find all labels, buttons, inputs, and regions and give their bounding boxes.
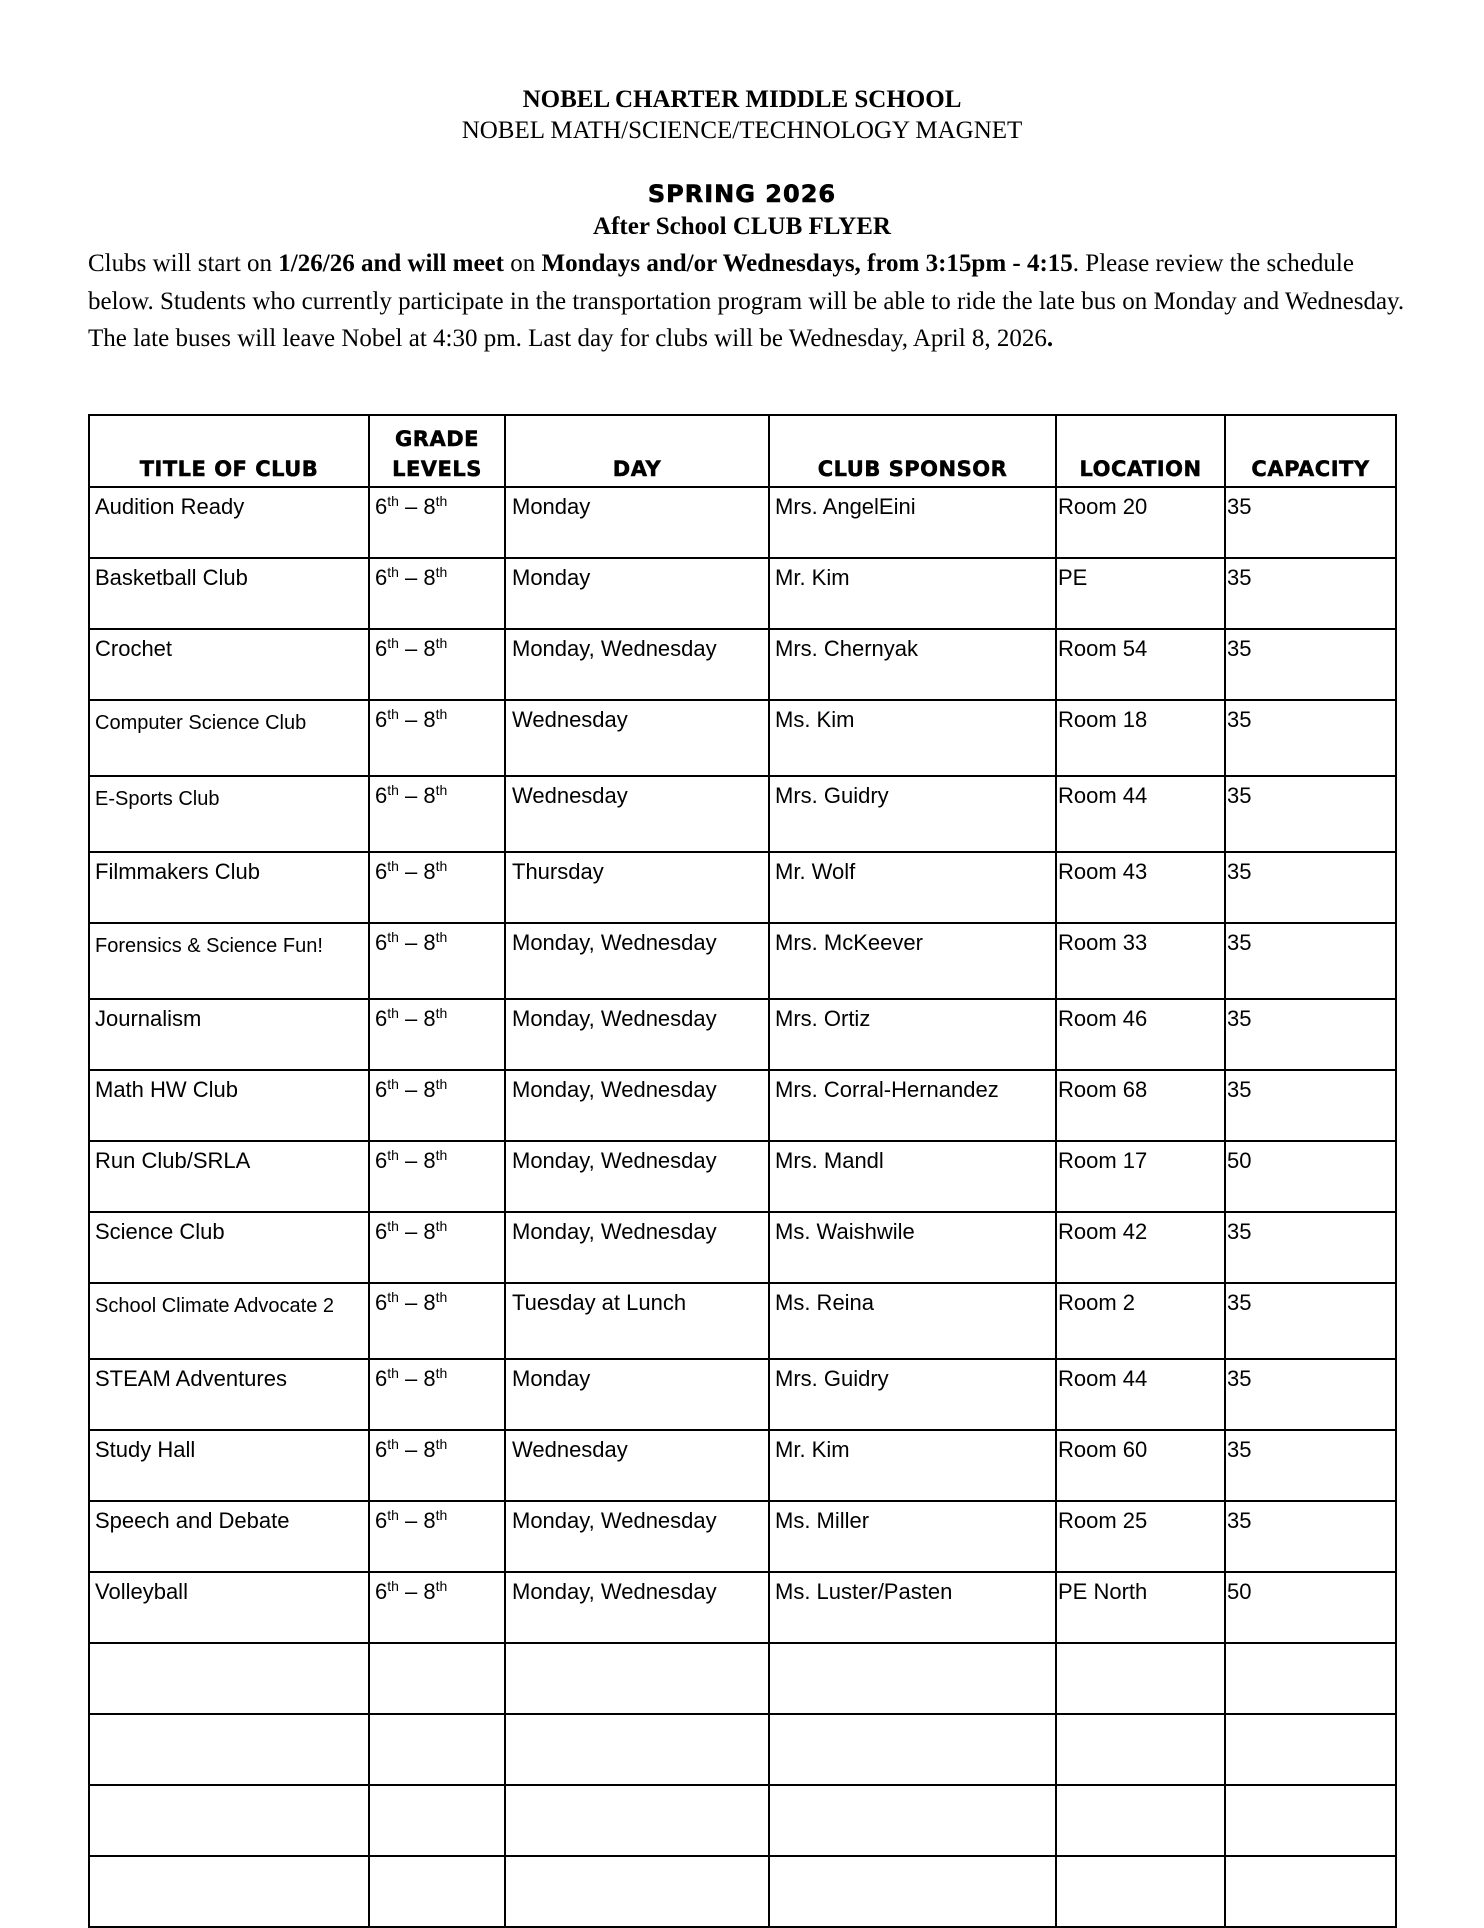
grade-levels (369, 1283, 505, 1359)
grade-levels (369, 1141, 505, 1212)
club-day: Monday (505, 558, 769, 629)
grade-suffix: th (435, 635, 448, 651)
grade-low: 6 (375, 636, 388, 661)
club-title: Forensics & Science Fun! (89, 923, 369, 999)
grade-suffix: th (387, 1578, 399, 1594)
grade-low: 6 (375, 859, 388, 884)
grade-levels (369, 852, 505, 923)
grade-high: 8 (423, 707, 436, 732)
club-location: Room 68 (1056, 1070, 1225, 1141)
empty-cell (369, 1714, 505, 1785)
grade-levels (369, 700, 505, 776)
grade-suffix: th (387, 635, 399, 651)
table-row (89, 1430, 1396, 1501)
empty-cell (769, 1785, 1056, 1856)
club-sponsor: Ms. Kim (769, 700, 1056, 776)
empty-cell (1056, 1714, 1225, 1785)
empty-cell (89, 1785, 369, 1856)
grade-high: 8 (423, 1290, 436, 1315)
club-location: Room 2 (1056, 1283, 1225, 1359)
club-capacity: 35 (1225, 776, 1396, 852)
grade-suffix: th (435, 1076, 448, 1092)
grade-suffix: th (435, 1218, 448, 1234)
club-sponsor: Ms. Miller (769, 1501, 1056, 1572)
grade-high: 8 (423, 1077, 436, 1102)
grade-sep: – (398, 1006, 424, 1031)
grade-suffix: th (435, 493, 448, 509)
grade-levels (369, 558, 505, 629)
grade-suffix: th (435, 1578, 448, 1594)
club-location: Room 44 (1056, 776, 1225, 852)
grade-suffix: th (387, 929, 399, 945)
grade-low: 6 (375, 494, 388, 519)
table-header-row (89, 415, 1396, 487)
grade-sep: – (398, 494, 424, 519)
grade-suffix: th (435, 1147, 448, 1163)
magnet-name: NOBEL MATH/SCIENCE/TECHNOLOGY MAGNET (461, 117, 1023, 144)
club-sponsor: Mrs. Chernyak (769, 629, 1056, 700)
club-sponsor: Ms. Luster/Pasten (769, 1572, 1056, 1643)
empty-cell (89, 1643, 369, 1714)
grade-sep: – (398, 930, 424, 955)
grade-high: 8 (423, 565, 436, 590)
intro-text: on (503, 250, 542, 277)
grade-suffix: th (387, 858, 399, 874)
grade-levels (369, 1359, 505, 1430)
header-grade-line1: GRADE (395, 427, 479, 451)
empty-table-row (89, 1643, 1396, 1714)
club-sponsor: Mrs. Guidry (769, 776, 1056, 852)
club-capacity: 35 (1225, 923, 1396, 999)
club-title: Journalism (89, 999, 369, 1070)
club-capacity: 35 (1225, 487, 1396, 558)
grade-levels (369, 1212, 505, 1283)
club-capacity: 35 (1225, 558, 1396, 629)
empty-cell (1225, 1785, 1396, 1856)
header-sponsor: CLUB SPONSOR (769, 415, 1056, 487)
table-row (89, 487, 1396, 558)
empty-cell (505, 1785, 769, 1856)
club-capacity: 35 (1225, 700, 1396, 776)
club-title: Filmmakers Club (89, 852, 369, 923)
club-title: STEAM Adventures (89, 1359, 369, 1430)
header-capacity: CAPACITY (1225, 415, 1396, 487)
club-location: Room 60 (1056, 1430, 1225, 1501)
empty-cell (369, 1785, 505, 1856)
header-grade-levels (369, 415, 505, 487)
table-row (89, 999, 1396, 1070)
table-row (89, 558, 1396, 629)
club-day: Wednesday (505, 1430, 769, 1501)
club-location: Room 54 (1056, 629, 1225, 700)
grade-suffix: th (387, 706, 399, 722)
club-location: Room 33 (1056, 923, 1225, 999)
table-row (89, 1070, 1396, 1141)
grade-sep: – (398, 783, 424, 808)
grade-suffix: th (387, 1507, 399, 1523)
intro-text: . Please review the schedule below. Students who currently participate in the transportation program will be able to ride the late bus on Monday and Wednesday. The late buses will leave Nobel at 4:30 pm. Last day for clubs will be Wednesday, April 8, 2026 (88, 250, 1405, 352)
intro-bold-start-date: 1/26/26 and will meet (278, 250, 504, 277)
club-location: Room 25 (1056, 1501, 1225, 1572)
empty-table-row (89, 1856, 1396, 1927)
club-title: Speech and Debate (89, 1501, 369, 1572)
club-location: Room 44 (1056, 1359, 1225, 1430)
grade-low: 6 (375, 1290, 388, 1315)
grade-sep: – (398, 1077, 424, 1102)
club-title: Study Hall (89, 1430, 369, 1501)
school-name: NOBEL CHARTER MIDDLE SCHOOL (522, 86, 962, 113)
grade-high: 8 (423, 1579, 436, 1604)
club-title: School Climate Advocate 2 (89, 1283, 369, 1359)
intro-text: Clubs will start on (88, 250, 279, 277)
grade-high: 8 (423, 1437, 436, 1462)
grade-low: 6 (375, 1219, 388, 1244)
table-row (89, 1501, 1396, 1572)
club-location: Room 20 (1056, 487, 1225, 558)
club-day: Monday (505, 1359, 769, 1430)
club-day: Wednesday (505, 776, 769, 852)
empty-cell (89, 1856, 369, 1927)
grade-low: 6 (375, 930, 388, 955)
intro-paragraph (88, 245, 1408, 358)
empty-cell (769, 1856, 1056, 1927)
club-sponsor: Mrs. McKeever (769, 923, 1056, 999)
club-capacity: 50 (1225, 1572, 1396, 1643)
club-title: Crochet (89, 629, 369, 700)
table-row (89, 1283, 1396, 1359)
club-capacity: 35 (1225, 852, 1396, 923)
grade-low: 6 (375, 1148, 388, 1173)
empty-cell (769, 1714, 1056, 1785)
grade-suffix: th (435, 929, 448, 945)
table-row (89, 1572, 1396, 1643)
season-title: SPRING 2026 (647, 180, 837, 208)
table-row (89, 923, 1396, 999)
intro-bold-schedule: Mondays and/or Wednesdays, from 3:15pm - 4:15 (541, 250, 1073, 277)
club-day: Monday, Wednesday (505, 629, 769, 700)
club-title: Science Club (89, 1212, 369, 1283)
header-grade-line2: LEVELS (392, 457, 482, 481)
grade-high: 8 (423, 636, 436, 661)
grade-suffix: th (387, 1436, 399, 1452)
grade-suffix: th (435, 1507, 448, 1523)
grade-suffix: th (387, 564, 399, 580)
grade-suffix: th (387, 1218, 399, 1234)
empty-cell (1056, 1643, 1225, 1714)
table-row (89, 700, 1396, 776)
grade-low: 6 (375, 565, 388, 590)
grade-high: 8 (423, 1148, 436, 1173)
grade-low: 6 (375, 1366, 388, 1391)
empty-cell (369, 1856, 505, 1927)
club-location: Room 17 (1056, 1141, 1225, 1212)
grade-sep: – (398, 1148, 424, 1173)
grade-sep: – (398, 707, 424, 732)
grade-high: 8 (423, 1219, 436, 1244)
grade-levels (369, 923, 505, 999)
club-day: Monday, Wednesday (505, 1070, 769, 1141)
club-capacity: 35 (1225, 1212, 1396, 1283)
club-day: Monday, Wednesday (505, 1572, 769, 1643)
grade-high: 8 (423, 930, 436, 955)
grade-suffix: th (435, 1365, 448, 1381)
grade-sep: – (398, 859, 424, 884)
grade-high: 8 (423, 859, 436, 884)
grade-low: 6 (375, 1077, 388, 1102)
grade-sep: – (398, 1290, 424, 1315)
empty-cell (1056, 1785, 1225, 1856)
grade-sep: – (398, 1437, 424, 1462)
grade-suffix: th (435, 1436, 448, 1452)
grade-high: 8 (423, 1508, 436, 1533)
club-capacity: 35 (1225, 1501, 1396, 1572)
grade-sep: – (398, 1579, 424, 1604)
club-title: E-Sports Club (89, 776, 369, 852)
club-sponsor: Mr. Wolf (769, 852, 1056, 923)
club-location: Room 46 (1056, 999, 1225, 1070)
club-day: Thursday (505, 852, 769, 923)
grade-levels (369, 1070, 505, 1141)
grade-low: 6 (375, 1437, 388, 1462)
grade-suffix: th (387, 1076, 399, 1092)
club-capacity: 50 (1225, 1141, 1396, 1212)
club-sponsor: Mrs. Ortiz (769, 999, 1056, 1070)
empty-cell (505, 1714, 769, 1785)
grade-suffix: th (387, 1289, 399, 1305)
club-day: Monday, Wednesday (505, 923, 769, 999)
grade-sep: – (398, 565, 424, 590)
empty-table-row (89, 1785, 1396, 1856)
club-title: Audition Ready (89, 487, 369, 558)
club-day: Wednesday (505, 700, 769, 776)
grade-suffix: th (435, 564, 448, 580)
grade-levels (369, 776, 505, 852)
club-capacity: 35 (1225, 999, 1396, 1070)
club-day: Monday, Wednesday (505, 1212, 769, 1283)
grade-levels (369, 1501, 505, 1572)
empty-table-row (89, 1714, 1396, 1785)
table-row (89, 1212, 1396, 1283)
flyer-title: After School CLUB FLYER (593, 213, 891, 240)
grade-high: 8 (423, 494, 436, 519)
grade-suffix: th (387, 782, 399, 798)
grade-suffix: th (435, 782, 448, 798)
grade-low: 6 (375, 707, 388, 732)
club-title: Math HW Club (89, 1070, 369, 1141)
club-capacity: 35 (1225, 629, 1396, 700)
club-sponsor: Mr. Kim (769, 558, 1056, 629)
club-day: Tuesday at Lunch (505, 1283, 769, 1359)
grade-high: 8 (423, 783, 436, 808)
empty-cell (505, 1856, 769, 1927)
club-title: Computer Science Club (89, 700, 369, 776)
grade-levels (369, 1572, 505, 1643)
grade-low: 6 (375, 1508, 388, 1533)
club-day: Monday, Wednesday (505, 1501, 769, 1572)
empty-cell (505, 1643, 769, 1714)
club-title: Volleyball (89, 1572, 369, 1643)
club-day: Monday, Wednesday (505, 999, 769, 1070)
table-row (89, 1141, 1396, 1212)
club-location: PE North (1056, 1572, 1225, 1643)
grade-low: 6 (375, 1006, 388, 1031)
grade-suffix: th (387, 1365, 399, 1381)
header-title: TITLE OF CLUB (89, 415, 369, 487)
club-capacity: 35 (1225, 1359, 1396, 1430)
empty-cell (1056, 1856, 1225, 1927)
clubs-table (88, 414, 1397, 1928)
grade-high: 8 (423, 1006, 436, 1031)
intro-bold-period: . (1046, 325, 1054, 352)
club-sponsor: Mrs. AngelEini (769, 487, 1056, 558)
club-sponsor: Mrs. Mandl (769, 1141, 1056, 1212)
grade-suffix: th (435, 858, 448, 874)
table-row (89, 776, 1396, 852)
grade-suffix: th (387, 1005, 399, 1021)
header-location: LOCATION (1056, 415, 1225, 487)
empty-cell (1225, 1856, 1396, 1927)
clubs-table-body (89, 487, 1396, 1927)
grade-low: 6 (375, 783, 388, 808)
grade-suffix: th (387, 493, 399, 509)
grade-levels (369, 1430, 505, 1501)
club-capacity: 35 (1225, 1283, 1396, 1359)
table-row (89, 1359, 1396, 1430)
grade-sep: – (398, 636, 424, 661)
club-sponsor: Mrs. Corral-Hernandez (769, 1070, 1056, 1141)
club-sponsor: Ms. Waishwile (769, 1212, 1056, 1283)
empty-cell (89, 1714, 369, 1785)
grade-levels (369, 629, 505, 700)
grade-high: 8 (423, 1366, 436, 1391)
table-row (89, 852, 1396, 923)
grade-suffix: th (435, 706, 448, 722)
club-sponsor: Ms. Reina (769, 1283, 1056, 1359)
grade-suffix: th (435, 1289, 448, 1305)
grade-suffix: th (387, 1147, 399, 1163)
grade-sep: – (398, 1366, 424, 1391)
grade-low: 6 (375, 1579, 388, 1604)
club-title: Run Club/SRLA (89, 1141, 369, 1212)
empty-cell (369, 1643, 505, 1714)
empty-cell (769, 1643, 1056, 1714)
club-day: Monday, Wednesday (505, 1141, 769, 1212)
club-location: PE (1056, 558, 1225, 629)
grade-sep: – (398, 1508, 424, 1533)
club-sponsor: Mrs. Guidry (769, 1359, 1056, 1430)
club-capacity: 35 (1225, 1430, 1396, 1501)
empty-cell (1225, 1643, 1396, 1714)
club-day: Monday (505, 487, 769, 558)
grade-suffix: th (435, 1005, 448, 1021)
grade-levels (369, 999, 505, 1070)
empty-cell (1225, 1714, 1396, 1785)
club-location: Room 18 (1056, 700, 1225, 776)
club-capacity: 35 (1225, 1070, 1396, 1141)
club-location: Room 43 (1056, 852, 1225, 923)
club-location: Room 42 (1056, 1212, 1225, 1283)
club-sponsor: Mr. Kim (769, 1430, 1056, 1501)
table-row (89, 629, 1396, 700)
header-day: DAY (505, 415, 769, 487)
club-title: Basketball Club (89, 558, 369, 629)
grade-levels (369, 487, 505, 558)
grade-sep: – (398, 1219, 424, 1244)
